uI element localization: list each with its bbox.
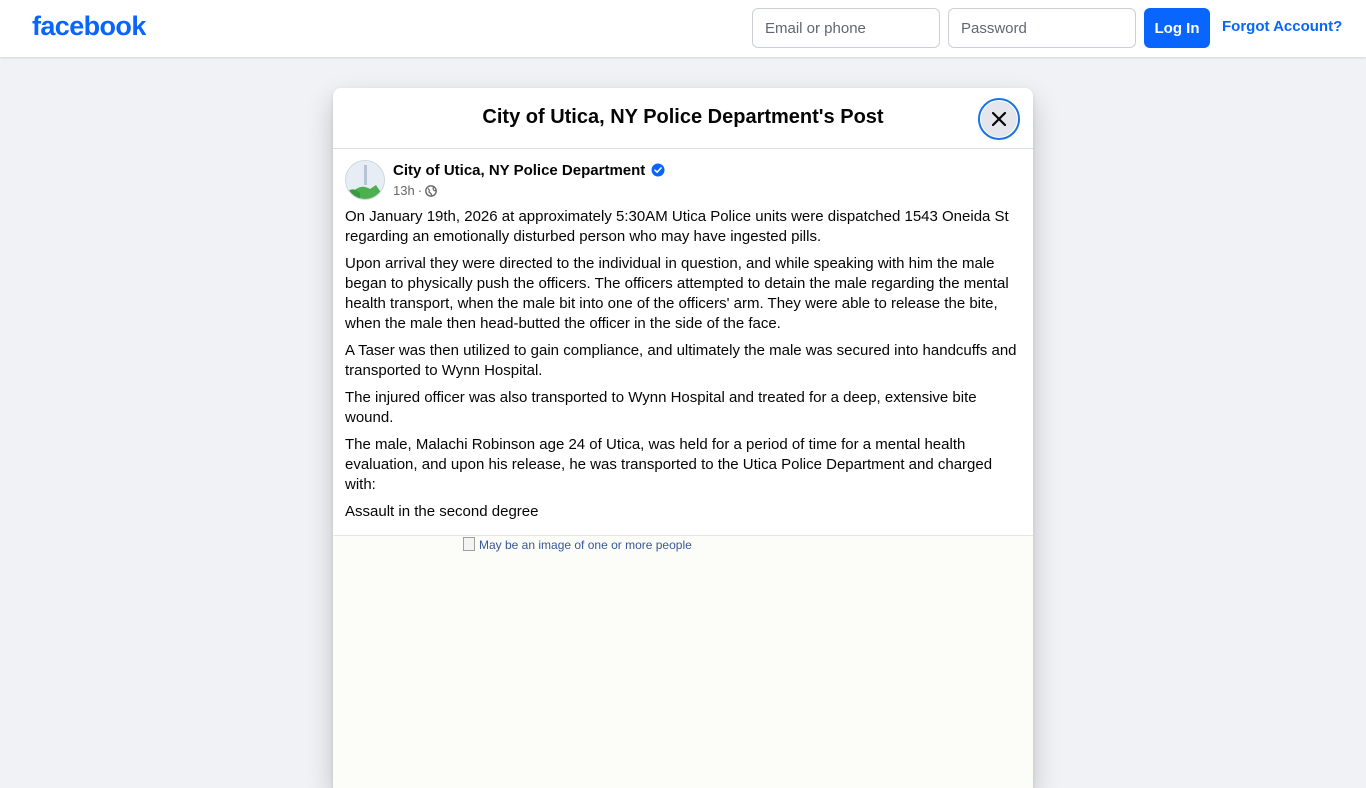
post-paragraph: Assault in the second degree [345,503,539,520]
verified-badge-icon [651,163,665,177]
password-field[interactable] [948,8,1136,48]
post-dialog [333,88,1033,788]
close-icon [991,111,1007,127]
email-field[interactable] [752,8,940,48]
forgot-account-link[interactable]: Forgot Account? [1222,18,1343,35]
image-alt-text: May be an image of one or more people [479,538,692,552]
post-author-row [345,160,1025,204]
post-meta [393,183,437,198]
page-avatar[interactable] [345,160,385,200]
post-paragraph: On January 19th, 2026 at approximately 5:30AM Utica Police units were dispatched 1543 Oneida St regarding an emotionally disturbed person who may have ingested pills. [345,208,1009,245]
post-paragraph: The male, Malachi Robinson age 24 of Utica, was held for a period of time for a mental health evaluation, and upon his release, he was transported to the Utica Police Department and charged with: [345,436,993,493]
post-text [345,207,1021,529]
post-image-area[interactable] [333,535,1033,788]
broken-image-icon [463,537,475,551]
globe-icon [425,185,437,197]
login-button[interactable]: Log In [1144,8,1210,48]
post-image[interactable] [463,537,692,552]
facebook-logo[interactable]: facebook [32,11,146,41]
close-button[interactable] [978,98,1020,140]
page-name[interactable]: City of Utica, NY Police Department [393,162,646,179]
avatar-image [346,161,385,200]
post-paragraph: Upon arrival they were directed to the individual in question, and while speaking with him the male began to physically push the officers. The officers attempted to detain the male regarding the mental health transport, when the male bit into one of the officers' arm. They were able to release the bite, when the male then head-butted the officer in the side of the face. [345,255,1009,332]
top-navigation-bar [0,0,1366,57]
post-paragraph: A Taser was then utilized to gain compliance, and ultimately the male was secured into handcuffs and transported to Wynn Hospital. [345,342,1017,379]
post-paragraph: The injured officer was also transported to Wynn Hospital and treated for a deep, extensive bite wound. [345,389,977,426]
meta-separator: · [417,183,423,198]
dialog-header [333,88,1033,149]
dialog-title: City of Utica, NY Police Department's Post [482,106,884,128]
post-timestamp[interactable]: 13h [393,183,415,198]
